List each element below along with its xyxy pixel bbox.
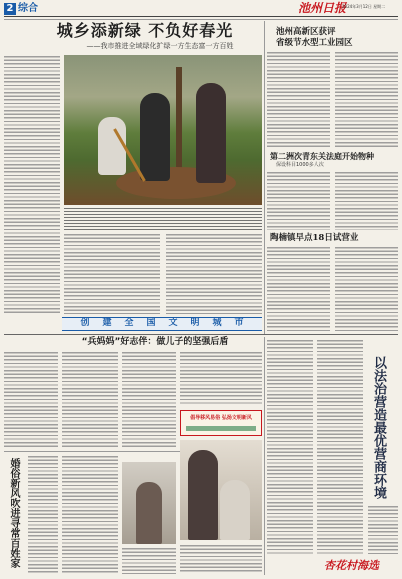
lead-body-column-3 [166, 234, 262, 314]
feature-headline: “兵妈妈”好志伴：做儿子的坚强后盾 [81, 337, 229, 347]
column-divider-lower [264, 337, 265, 575]
feature-body-col-1 [4, 352, 58, 448]
issue-date: 2024年3月12日 星期二 [342, 4, 386, 9]
right-top-body-col-2 [335, 52, 398, 148]
civilization-banner-text: 创建全国文明城市 [80, 318, 257, 328]
right-mid-subtitle: 保设科目1000多人次 [276, 162, 324, 168]
public-service-ad [180, 410, 262, 436]
photo-child-figure [220, 480, 250, 540]
right-mid-body-col-1 [267, 172, 330, 230]
header-rule-thin [4, 19, 398, 20]
page-number-badge: 2 [4, 3, 16, 15]
newspaper-logo: 池州日报 [298, 1, 347, 15]
portrait-caption [122, 548, 176, 574]
lead-body-left-column [4, 56, 60, 314]
feature-body-col-4 [180, 352, 262, 406]
footer-logo: 杏花村海选 [324, 559, 379, 572]
column-divider [264, 21, 265, 334]
wedding-body-col-1 [28, 456, 58, 574]
photo-person-figure [136, 482, 162, 544]
haircut-caption [180, 545, 262, 574]
right-low-headline: 陶楠镇早点18日试营业 [270, 233, 359, 243]
photo-tree-trunk [176, 67, 182, 179]
law-body-col-2 [317, 340, 363, 554]
right-top-headline-line1: 池州高新区获评 [276, 27, 336, 37]
wedding-body-col-2 [62, 456, 118, 574]
right-mid-headline: 第二洲次青东关法庭开始物种 [270, 151, 374, 161]
right-low-body-col-2 [335, 247, 398, 333]
right-top-body-col-1 [267, 52, 330, 148]
photo-man-figure [140, 93, 170, 181]
portrait-photo [122, 462, 176, 544]
right-mid-body-col-2 [335, 172, 398, 230]
lead-subtitle: ——我市推进全域绿化扩绿一方生态富一方百姓 [86, 42, 234, 50]
section-name: 综合 [18, 3, 38, 14]
right-low-body-col-1 [267, 247, 330, 333]
law-body-col-1 [267, 340, 313, 554]
header-rule [4, 16, 398, 17]
haircut-photo [180, 440, 262, 540]
photo-hairdresser-figure [188, 450, 218, 540]
lead-body-column-2 [64, 234, 160, 314]
feature-body-col-3 [122, 352, 176, 448]
right-top-headline-line2: 省级节水型工业园区 [276, 38, 353, 48]
public-service-ad-text: 倡导移风易俗 弘扬文明新风 [190, 415, 252, 421]
law-headline: 以法治营造最优营商环境 [371, 356, 386, 499]
tree-planting-photo [64, 55, 262, 205]
photo-woman-figure [196, 83, 226, 183]
law-body-col-3 [368, 506, 398, 554]
feature-body-col-2 [62, 352, 118, 448]
photo-caption [64, 208, 262, 230]
public-service-ad-stripe [186, 426, 256, 431]
section-rule [4, 334, 398, 335]
lead-headline: 城乡添新绿 不负好春光 [56, 21, 234, 40]
wedding-headline: 婚俗新风吹进寻常百姓家 [8, 458, 19, 568]
